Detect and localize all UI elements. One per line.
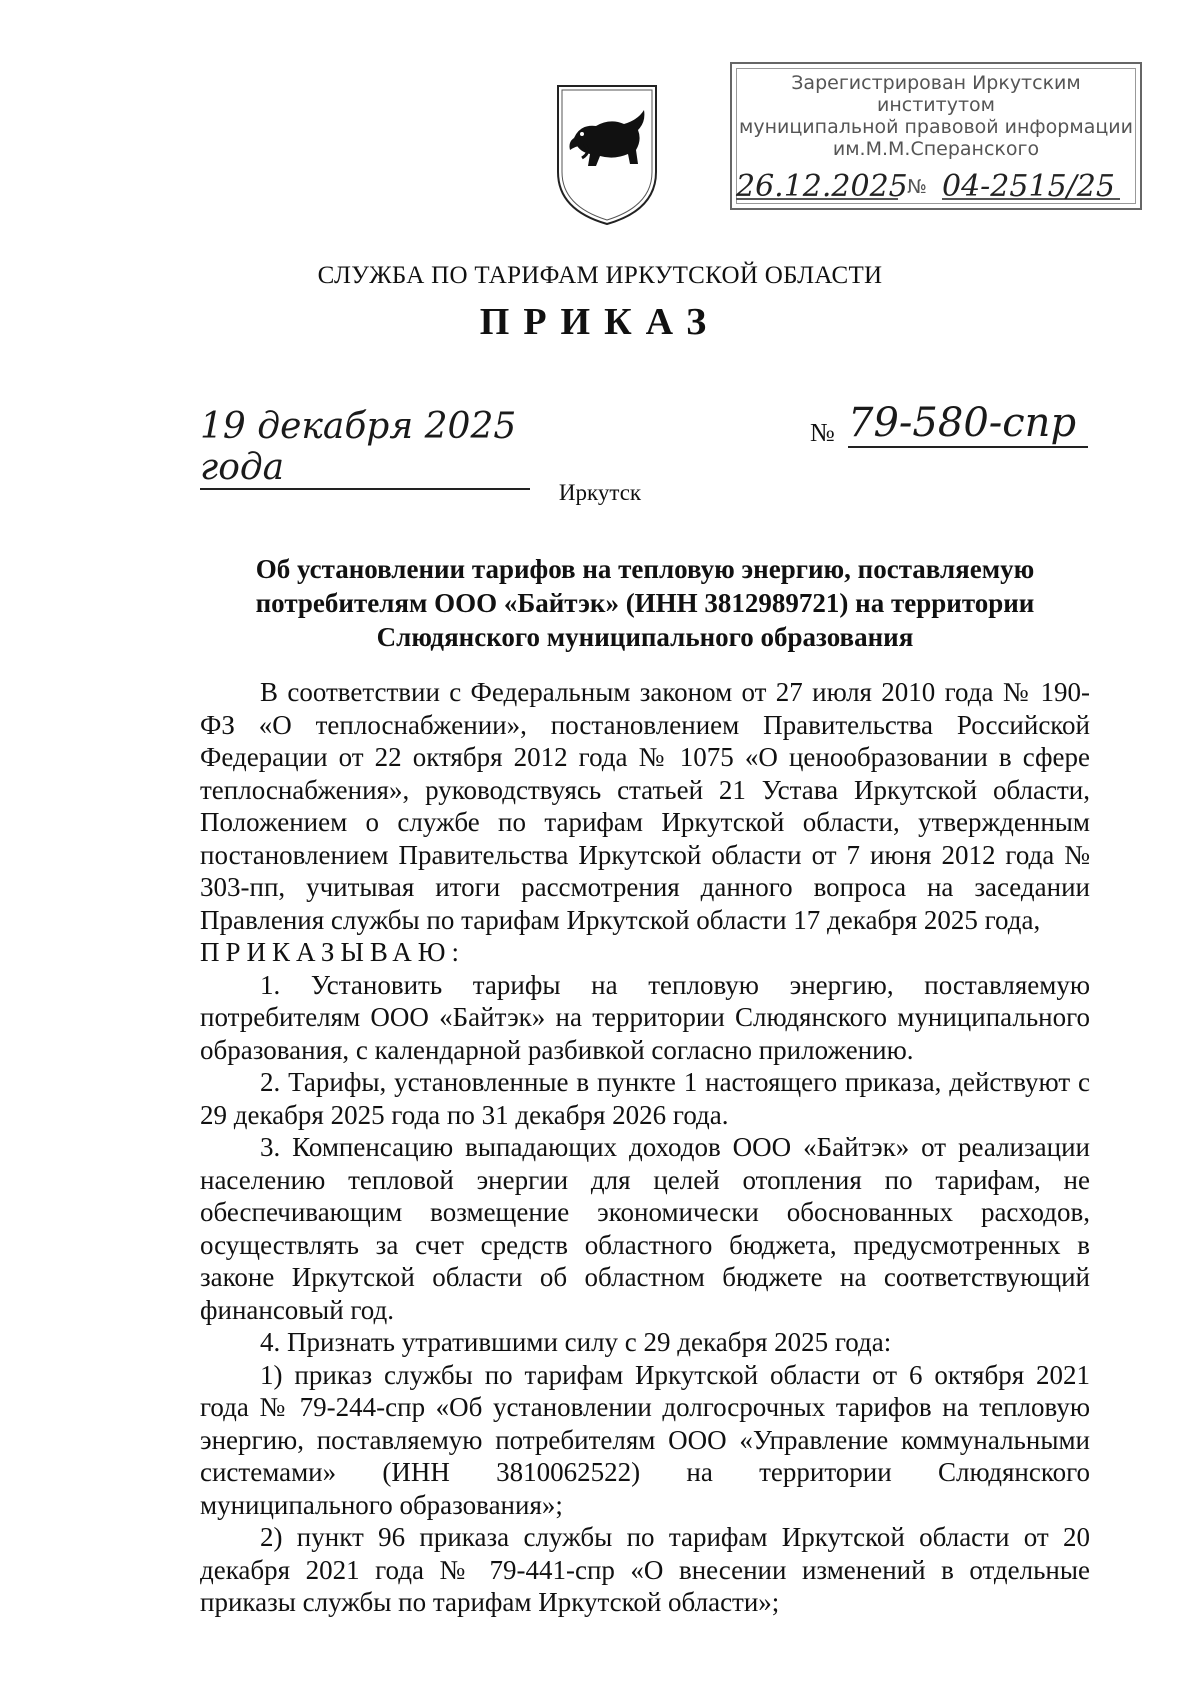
- handwritten-date: 19 декабря 2025 года: [200, 406, 530, 490]
- paragraph-2: 2. Тарифы, установленные в пункте 1 настоящего приказа, действуют с 29 декабря 2025 года по 31 декабря 2026 года.: [200, 1067, 1090, 1130]
- stamp-registration-number: 04-2515/25: [942, 176, 1120, 200]
- handwritten-order-number: 79-580-спр: [848, 400, 1088, 448]
- document-title: Об установлении тарифов на тепловую энергию, поставляемую потребителям ООО «Байтэк» (ИНН 3812989721) на территории Слюдянского муниципального образования: [255, 554, 1035, 652]
- paragraph-4-1: 1) приказ службы по тарифам Иркутской области от 6 октября 2021 года № 79-244-спр «Об установлении долгосрочных тарифов на тепловую энергию, поставляемую потребителям ООО «Управление коммунальными системами» (ИНН 3810062522) на территории Слюдянского муниципального образования»;: [200, 1359, 1090, 1520]
- stamp-line-3: им.М.М.Сперанского: [832, 138, 1040, 160]
- document-body: [200, 676, 1090, 1619]
- organization-name: СЛУЖБА ПО ТАРИФАМ ИРКУТСКОЙ ОБЛАСТИ: [317, 262, 883, 289]
- paragraph-1: 1. Установить тарифы на тепловую энергию, поставляемую потребителям ООО «Байтэк» на территории Слюдянского муниципального образования, с календарной разбивкой согласно приложению.: [200, 969, 1090, 1065]
- stamp-line-2: муниципальной правовой информации: [739, 116, 1133, 138]
- paragraph-4-2: 2) пункт 96 приказа службы по тарифам Иркутской области от 20 декабря 2021 года № 79-441-спр «О внесении изменений в отдельные приказы службы по тарифам Иркутской области»;: [200, 1522, 1090, 1617]
- document-type: ПРИКАЗ: [479, 301, 721, 343]
- preamble-paragraph: В соответствии с Федеральным законом от 27 июля 2010 года № 190-ФЗ «О теплоснабжении», постановлением Правительства Российской Федерации от 22 октября 2012 года № 1075 «О ценообразовании в сфере теплоснабжения», руководствуясь статьей 21 Устава Иркутской области, Положением о службе по тарифам Иркутской области, утвержденным постановлением Правительства Иркутской области от 7 июня 2012 года № 303-пп, учитывая итоги рассмотрения данного вопроса на заседании Правления службы по тарифам Иркутской области 17 декабря 2025 года,: [200, 677, 1090, 935]
- stamp-line-1: Зарегистрирован Иркутским институтом: [791, 72, 1081, 116]
- number-sign: №: [810, 418, 835, 447]
- stamp-registration-date: 26.12.2025: [736, 169, 908, 204]
- coat-of-arms-emblem: [552, 80, 662, 228]
- paragraph-3: 3. Компенсацию выпадающих доходов ООО «Байтэк» от реализации населению тепловой энергии для целей отопления по тарифам, не обеспечивающим возмещение экономически обоснованных расходов, осуществлять за счет средств областного бюджета, предусмотренных в законе Иркутской области об областном бюджете на соответствующий финансовый год.: [200, 1132, 1090, 1325]
- registration-stamp: [730, 62, 1142, 210]
- stamp-number-sign: №: [907, 176, 927, 198]
- paragraph-4: 4. Признать утратившими силу с 29 декабря 2025 года:: [260, 1327, 892, 1357]
- order-word: ПРИКАЗЫВАЮ:: [200, 937, 465, 967]
- city-name: Иркутск: [558, 480, 642, 505]
